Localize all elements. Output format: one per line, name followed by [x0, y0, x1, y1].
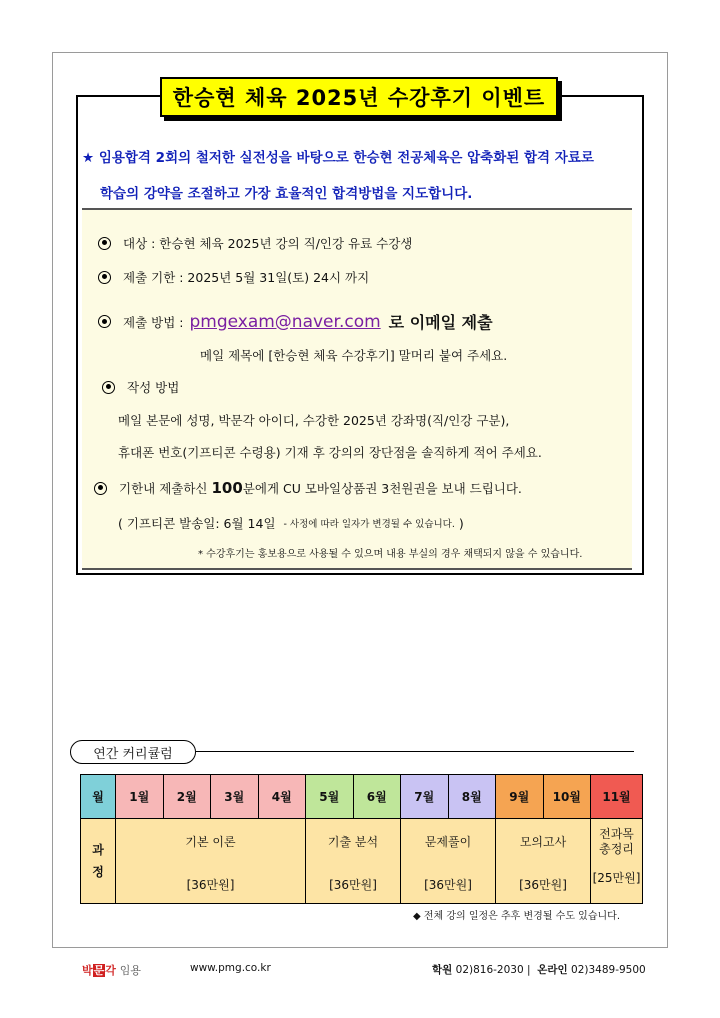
month-row: [81, 775, 643, 819]
mail-subject-row: [200, 346, 507, 364]
deadline-text: 제출 기한 : 2025년 5월 31일(토) 24시 까지: [123, 270, 370, 285]
course-name: 문제풀이: [424, 835, 472, 849]
curriculum-title: 연간 커리큘럼: [70, 740, 196, 764]
month-cell: 4월: [258, 775, 306, 819]
intro-line-2: 학습의 강약을 조절하고 가장 효율적인 합격방법을 지도합니다.: [100, 186, 473, 202]
contact-info: [432, 962, 646, 977]
online-phone: 02)3489-9500: [571, 964, 646, 976]
course-price: [36만원]: [519, 878, 567, 892]
method-suffix: 로 이메일 제출: [388, 313, 493, 332]
bullet-icon: [98, 237, 111, 250]
intro-line-1: 임용합격 2회의 철저한 실전성을 바탕으로 한승현 전공체육은 압축화된 합격 자료로: [98, 150, 594, 166]
course-header: [81, 819, 116, 904]
reward-count: 100: [211, 479, 243, 497]
method-prefix: 제출 방법 :: [123, 314, 184, 330]
site-link[interactable]: www.pmg.co.kr: [190, 962, 271, 974]
method-row: [98, 310, 493, 333]
email-link[interactable]: pmgexam@naver.com: [189, 311, 381, 332]
how-line-2-text: 휴대폰 번호(기프티콘 수령용) 기재 후 강의의 장단점을 솔직하게 적어 주세요.: [118, 445, 542, 460]
course-header-2: 정: [92, 865, 104, 879]
reward-suffix: 분에게 CU 모바일상품권 3천원권을 보내 드립니다.: [242, 481, 522, 496]
intro-text: [82, 140, 638, 212]
course-final-review: [591, 819, 643, 904]
course-price: [36만원]: [424, 878, 472, 892]
bullet-icon: [98, 315, 111, 328]
how-line-2: [118, 443, 542, 461]
month-cell: 1월: [116, 775, 164, 819]
separator: |: [527, 964, 531, 976]
star-icon: ★: [82, 150, 95, 166]
course-past-exam: [306, 819, 401, 904]
mail-subject-text: 메일 제목에 [한승현 체육 수강후기] 말머리 붙여 주세요.: [200, 348, 508, 363]
month-cell: 7월: [401, 775, 449, 819]
schedule-footnote: ◆ 전체 강의 일정은 추후 변경될 수도 있습니다.: [413, 911, 620, 922]
month-cell: 3월: [211, 775, 259, 819]
course-price: [36만원]: [329, 878, 377, 892]
month-cell: 10월: [543, 775, 591, 819]
course-name: 기출 분석: [327, 835, 379, 849]
course-problem-solving: [401, 819, 496, 904]
course-name: 전과목 총정리: [599, 827, 634, 856]
course-name: 기본 이론: [185, 835, 236, 849]
gift-date-row: [118, 514, 464, 532]
disclaimer: [198, 545, 582, 560]
course-row: [81, 819, 643, 904]
academy-phone: 02)816-2030: [455, 964, 524, 976]
curriculum-table: [80, 774, 643, 904]
reward-row: [94, 479, 522, 497]
month-cell: 9월: [496, 775, 544, 819]
how-title-text: 작성 방법: [127, 380, 180, 395]
target-row: [98, 234, 412, 252]
reward-prefix: 기한내 제출하신: [119, 481, 208, 496]
month-cell: 6월: [353, 775, 401, 819]
course-mock-exam: [496, 819, 591, 904]
month-cell: 5월: [306, 775, 354, 819]
how-title-row: [102, 378, 179, 396]
month-cell: 8월: [448, 775, 496, 819]
bullet-icon: [94, 482, 107, 495]
month-cell: 2월: [163, 775, 211, 819]
course-price: [36만원]: [186, 878, 235, 892]
target-text: 대상 : 한승현 체육 2025년 강의 직/인강 유료 수강생: [123, 236, 413, 251]
how-line-1: [118, 411, 509, 429]
bullet-icon: [102, 381, 115, 394]
month-header: 월: [81, 775, 116, 819]
academy-label: 학원: [432, 964, 453, 976]
divider: [196, 751, 634, 752]
gift-note: - 사정에 따라 일자가 변경될 수 있습니다.: [283, 519, 455, 530]
deadline-row: [98, 268, 369, 286]
disclaimer-text: * 수강후기는 홍보용으로 사용될 수 있으며 내용 부실의 경우 채택되지 않을 수 있습니다.: [198, 549, 583, 560]
course-price: [25만원]: [592, 871, 641, 885]
how-line-1-text: 메일 본문에 성명, 박문각 아이디, 수강한 2025년 강좌명(직/인강 구분),: [118, 413, 510, 428]
bullet-icon: [98, 271, 111, 284]
course-basic: [116, 819, 306, 904]
gift-close: ): [458, 515, 464, 531]
gift-date-text: ( 기프티콘 발송일: 6월 14일: [118, 516, 276, 531]
course-name: 모의고사: [519, 835, 567, 849]
month-cell: 11월: [591, 775, 643, 819]
event-title: 한승현 체육 2025년 수강후기 이벤트: [160, 77, 558, 117]
course-header-1: 과: [92, 843, 104, 857]
online-label: 온라인: [537, 964, 568, 976]
pmg-logo: 박문각 임용: [82, 964, 142, 977]
